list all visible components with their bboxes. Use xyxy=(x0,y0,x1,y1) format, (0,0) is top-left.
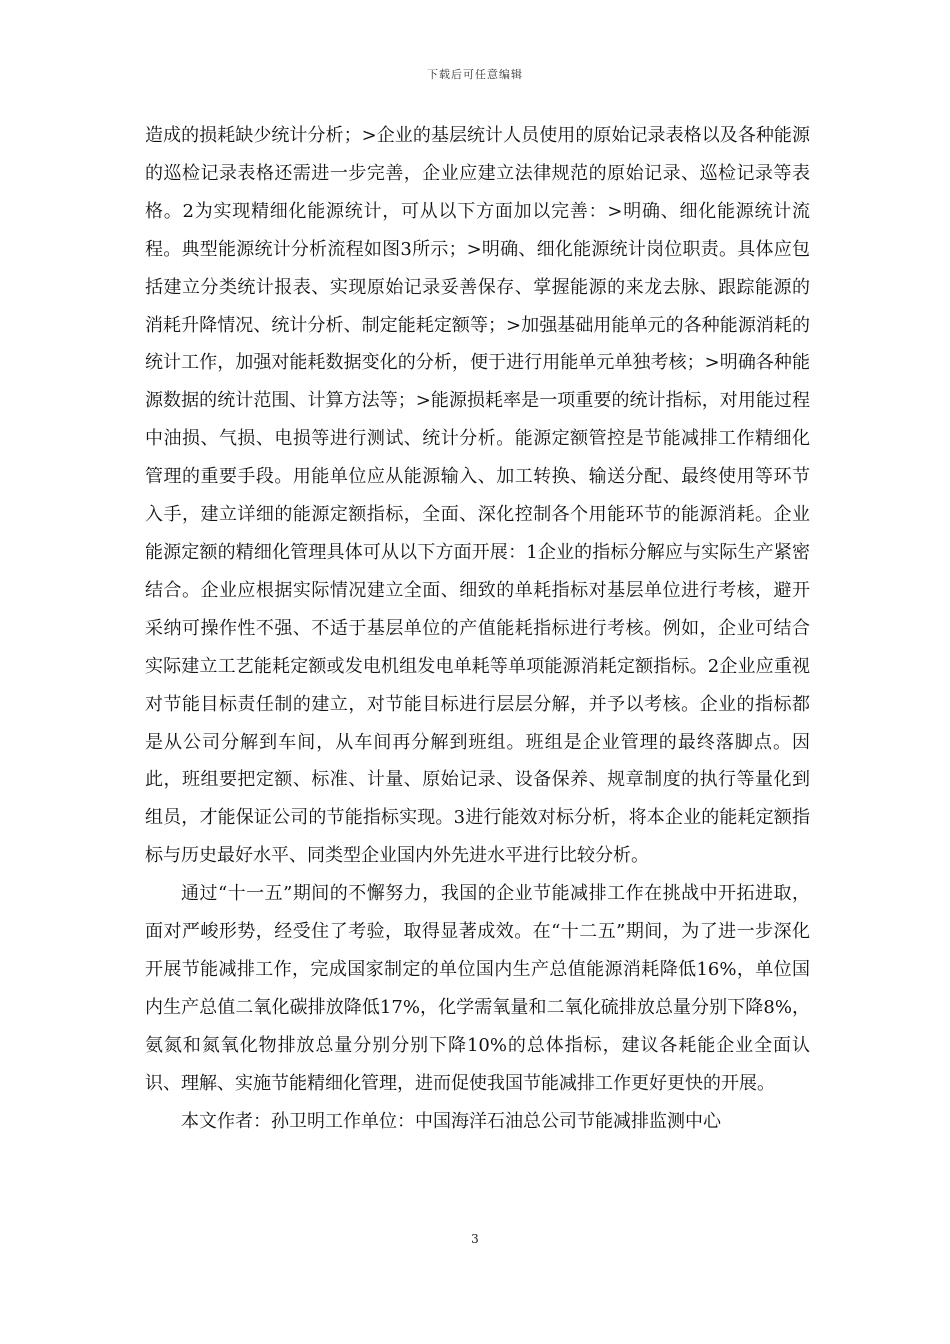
document-body xyxy=(145,117,810,1140)
author-info: 本文作者：孙卫明工作单位：中国海洋石油总公司节能减排监测中心 xyxy=(181,1110,721,1132)
paragraph-continued: 造成的损耗缺少统计分析；>企业的基层统计人员使用的原始记录表格以及各种能源的巡检记录表格还需进一步完善，企业应建立法律规范的原始记录、巡检记录等表格。2为实现精细化能源统计，可从以下方面加以完善：>明确、细化能源统计流程。典型能源统计分析流程如图3所示；>明确、细化能源统计岗位职责。具体应包括建立分类统计报表、实现原始记录妥善保存、掌握能源的来龙去脉、跟踪能源的消耗升降情况、统计分析、制定能耗定额等；>加强基础用能单元的各种能源消耗的统计工作，加强对能耗数据变化的分析，便于进行用能单元单独考核；>明确各种能源数据的统计范围、计算方法等；>能源损耗率是一项重要的统计指标，对用能过程中油损、气损、电损等进行测试、统计分析。能源定额管控是节能减排工作精细化管理的重要手段。用能单位应从能源输入、加工转换、输送分配、最终使用等环节入手，建立详细的能源定额指标，全面、深化控制各个用能环节的能源消耗。企业能源定额的精细化管理具体可从以下方面开展：1企业的指标分解应与实际生产紧密结合。企业应根据实际情况建立全面、细致的单耗指标对基层单位进行考核，避开采纳可操作性不强、不适于基层单位的产值能耗指标进行考核。例如，企业可结合实际建立工艺能耗定额或发电机组发电单耗等单项能源消耗定额指标。2企业应重视对节能目标责任制的建立，对节能目标进行层层分解，并予以考核。企业的指标都是从公司分解到车间，从车间再分解到班组。班组是企业管理的最终落脚点。因此，班组要把定额、标准、计量、原始记录、设备保养、规章制度的执行等量化到组员，才能保证公司的节能指标实现。3进行能效对标分析，将本企业的能耗定额指标与历史最好水平、同类型企业国内外先进水平进行比较分析。 xyxy=(145,125,810,867)
paragraph-conclusion: 通过“十一五”期间的不懈努力，我国的企业节能减排工作在挑战中开拓进取，面对严峻形势，经受住了考验，取得显著成效。在“十二五”期间，为了进一步深化开展节能减排工作，完成国家制定的单位国内生产总值能源消耗降低16%，单位国内生产总值二氧化碳排放降低17%，化学需氧量和二氧化硫排放总量分别下降8%，氨氮和氮氧化物排放总量分别分别下降10%的总体指标，建议各耗能企业全面认识、理解、实施节能精细化管理，进而促使我国节能减排工作更好更快的开展。 xyxy=(145,883,810,1094)
page-number: 3 xyxy=(471,1232,479,1246)
page-header-note: 下载后可任意编辑 xyxy=(427,68,523,81)
